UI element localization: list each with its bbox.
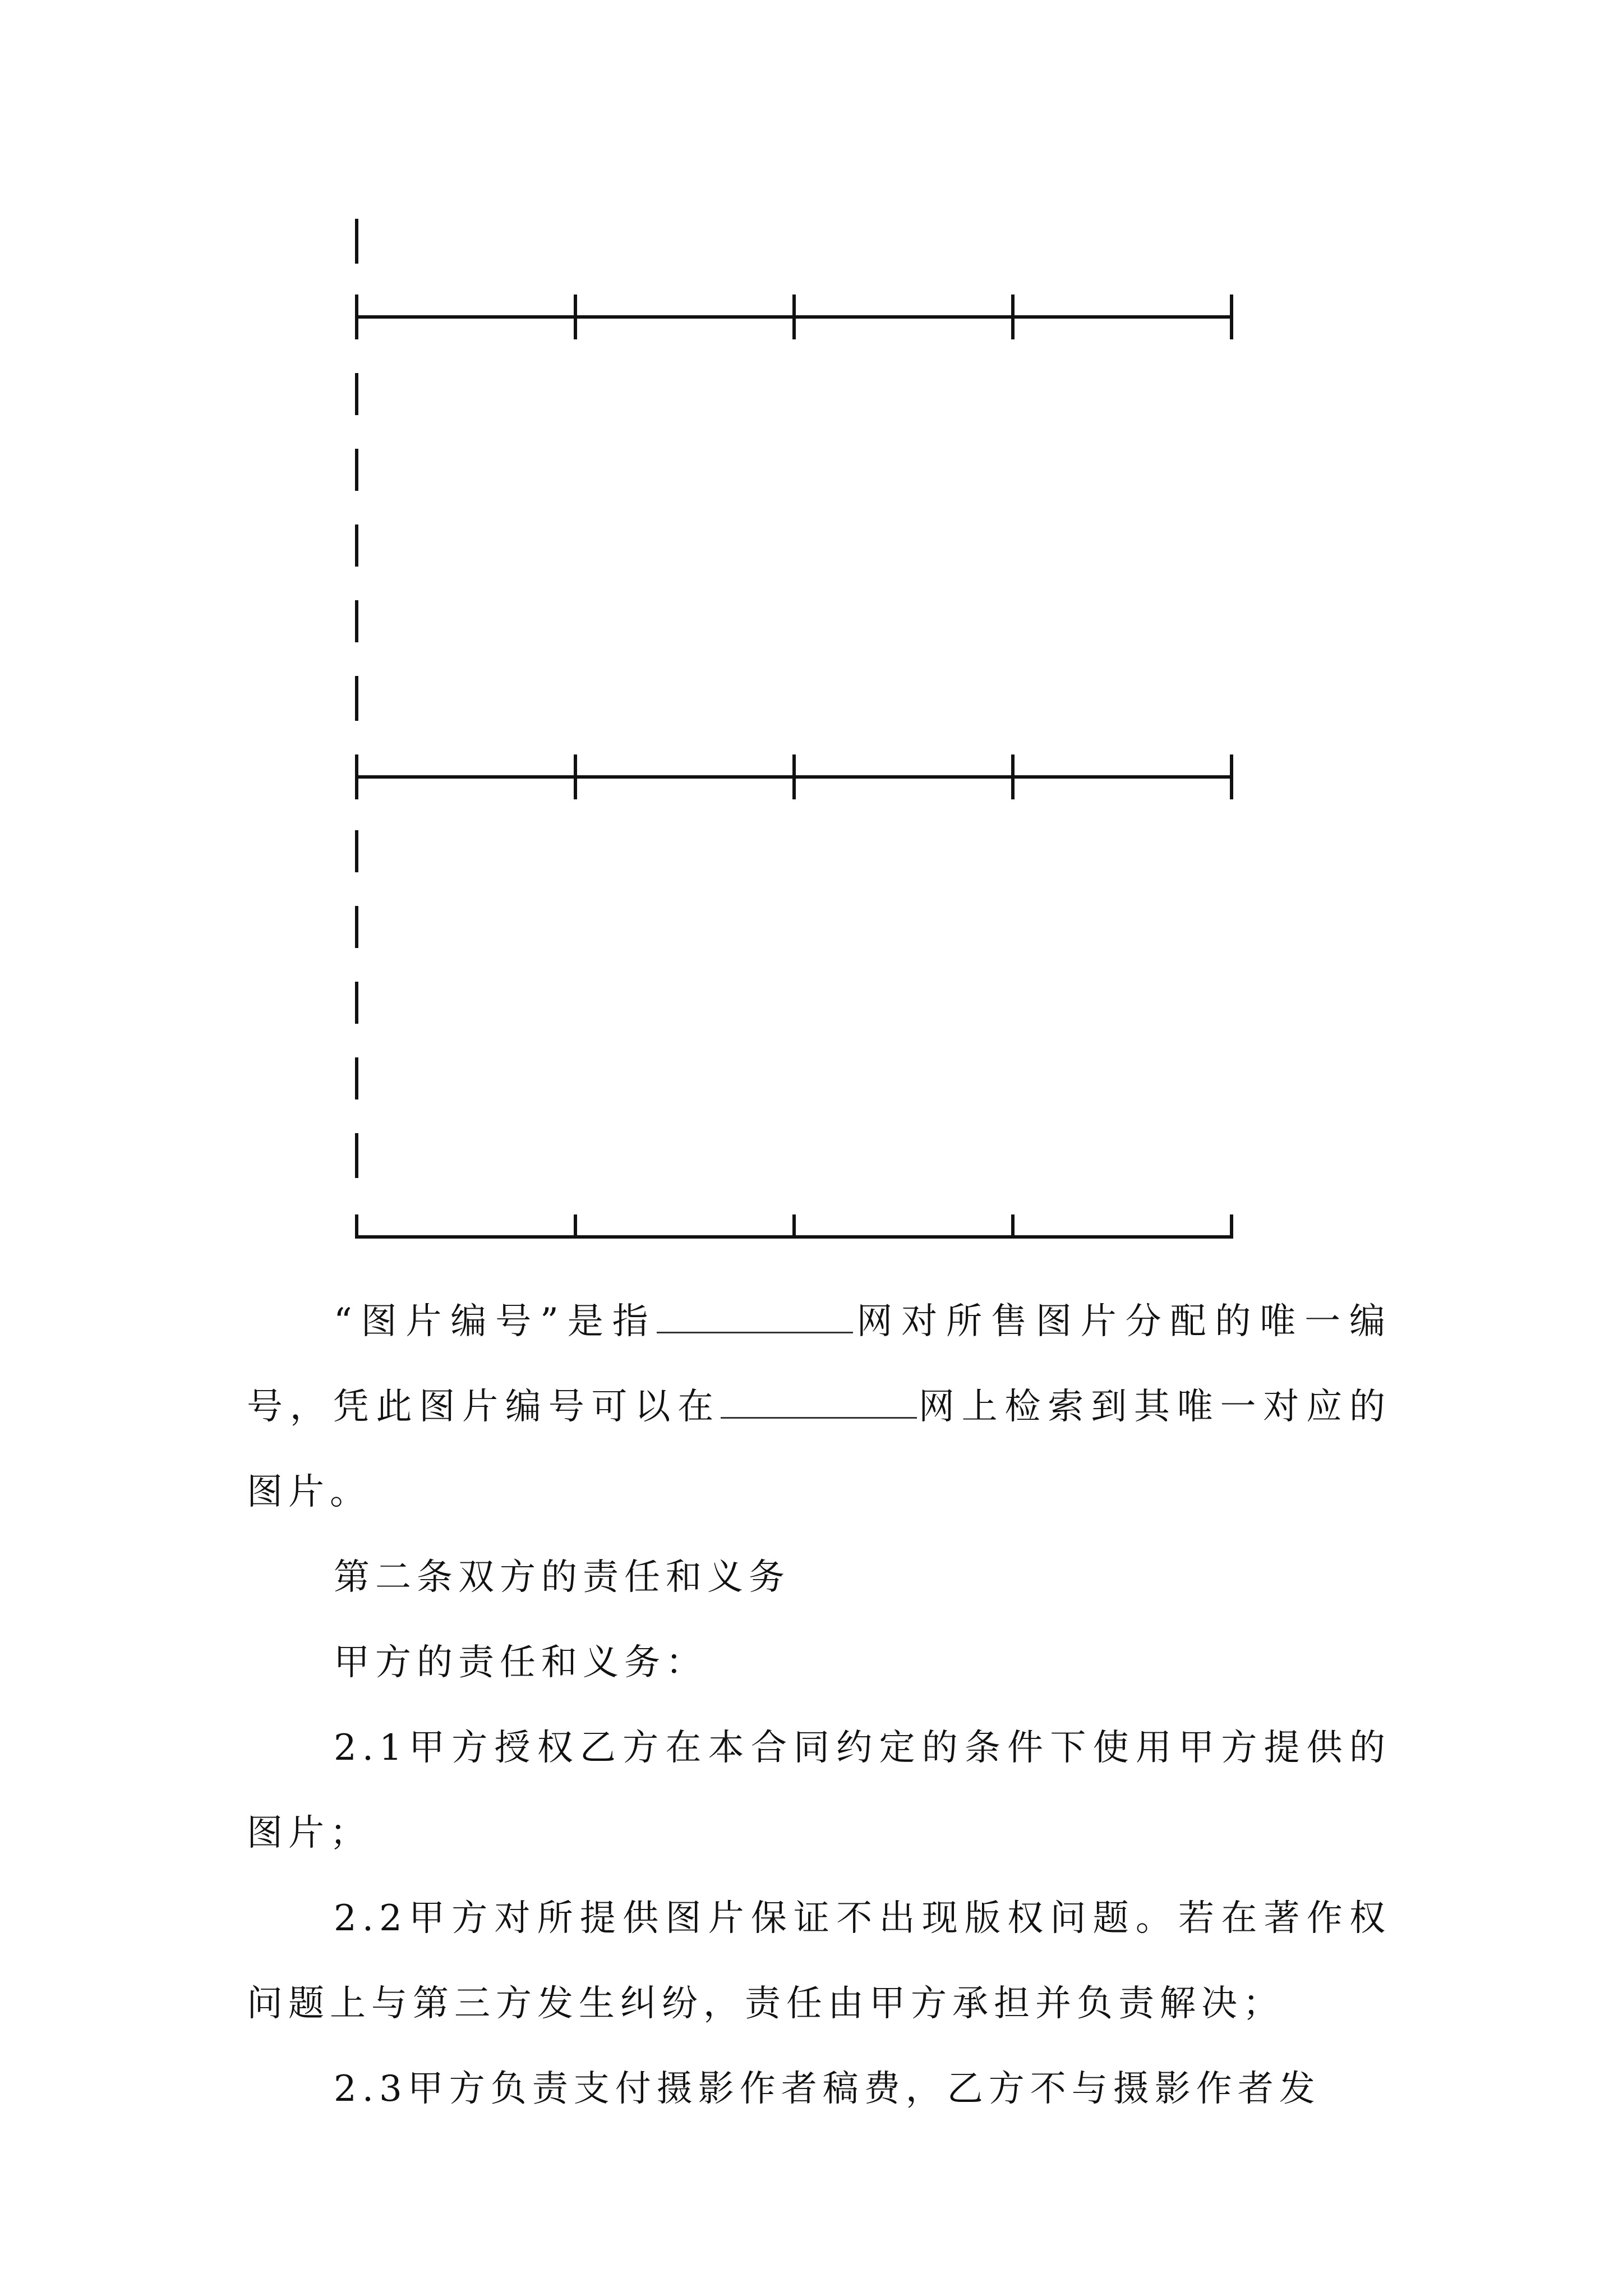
clause-2-3: 2.3甲方负责支付摄影作者稿费，乙方不与摄影作者发 [334,2068,1321,2110]
text-segment: “图片编号”是指 [334,1301,657,1342]
text-segment: 网对所售图片分配的唯一编号，凭此图片编号可以在 [247,1301,1391,1428]
section-heading: 甲方的责任和义务： [334,1642,707,1683]
article-heading: 第二条双方的责任和义务 [334,1557,790,1598]
text-segment: 网上检索到其唯一对应的图片。 [247,1386,1391,1513]
clause-2-1: 2.1甲方授权乙方在本合同约定的条件下使用甲方提供的图片； [247,1727,1391,1854]
fill-in-blank[interactable] [657,1304,853,1333]
paragraph-image-number-definition [247,1279,1391,1535]
body-text [247,1279,1391,2132]
fill-in-blank[interactable] [721,1389,917,1419]
clause-2-2: 2.2甲方对所提供图片保证不出现版权问题。若在著作权问题上与第三方发生纠纷，责任由甲方承担并负责解决； [247,1898,1391,2024]
